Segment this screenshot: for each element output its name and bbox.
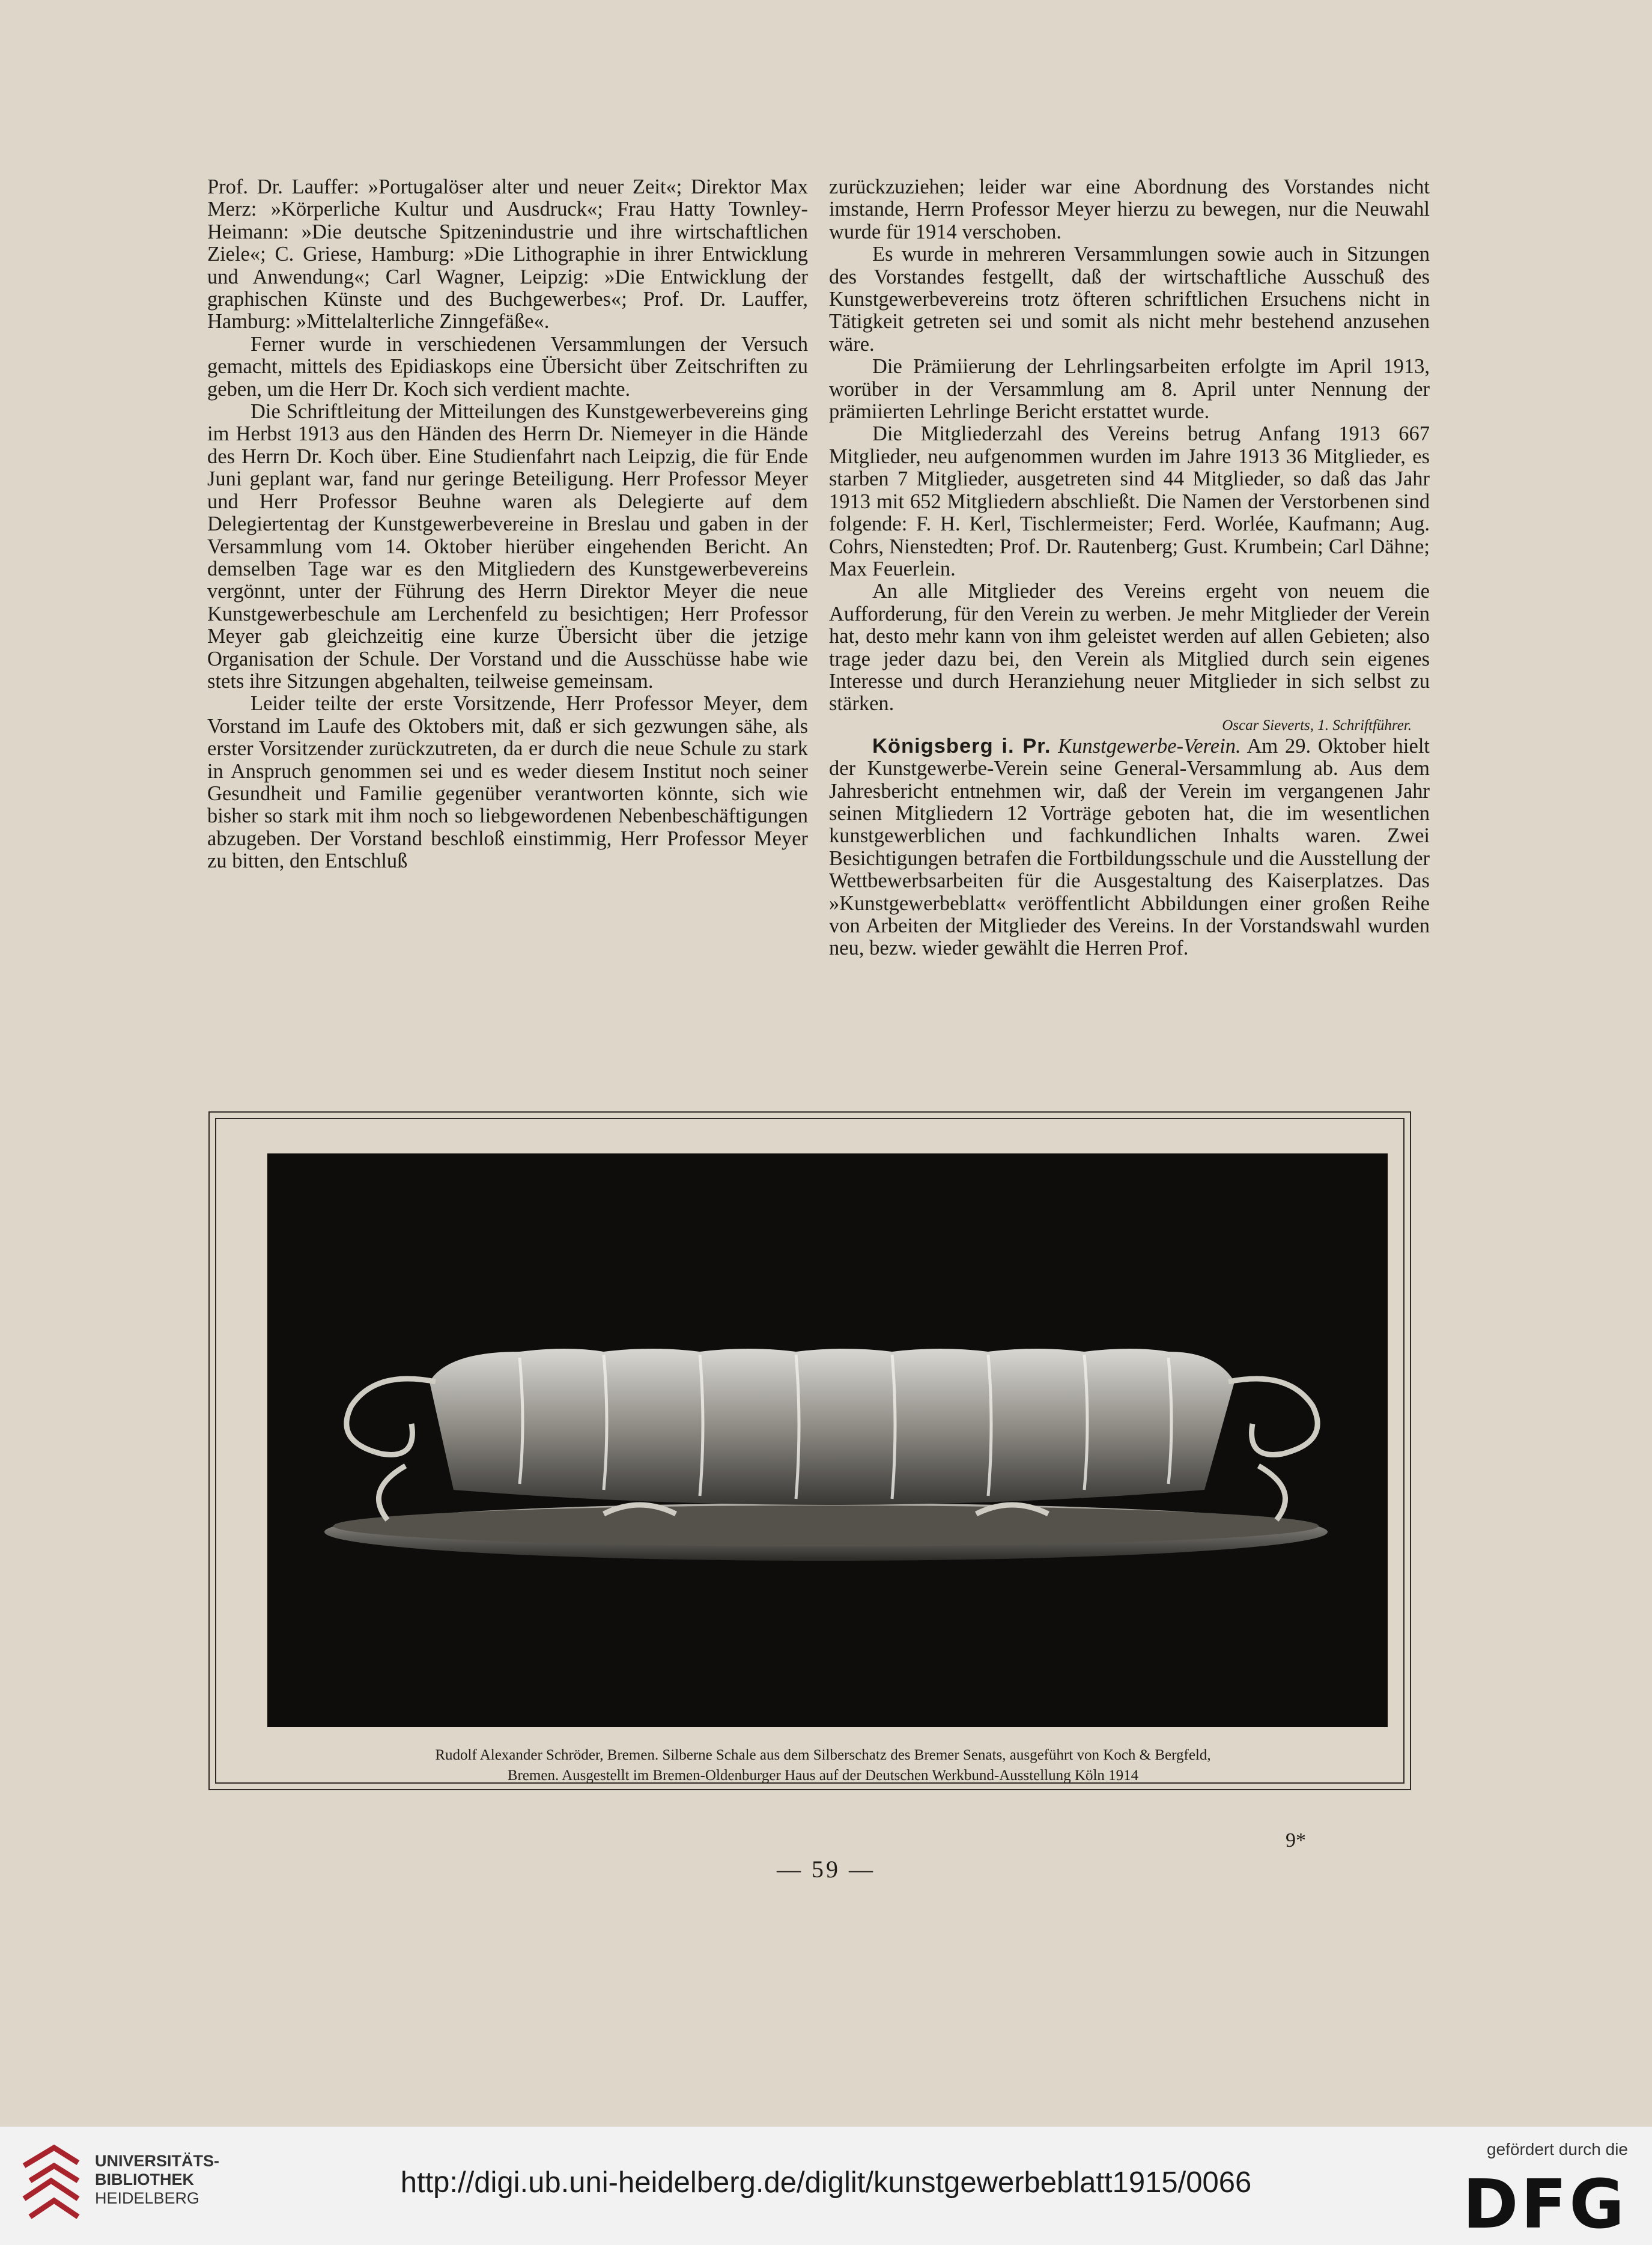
paragraph: Leider teilte der erste Vorsitzende, Herr Professor Meyer, dem Vorstand im Laufe des Oktobers mit, daß er sich gezwungen sähe, als erster Vorsitzender zurückzutreten, da er durch die neue Schule zu stark in Anspruch genommen sei und es weder diesem Institut noch seiner Gesundheit und Familie gegenüber verantworten könnte, sich wie bisher so stark mit ihm noch so liebgewordenen Nebenbeschäftigungen abzugeben. Der Vorstand beschloß einstimmig, Herr Professor Meyer zu bitten, den Entschluß xyxy=(207,692,808,873)
city-heading: Königsberg i. Pr. xyxy=(872,734,1051,758)
society-name: Kunstgewerbe-Verein. xyxy=(1058,734,1241,758)
signature: Oscar Sieverts, 1. Schriftführer. xyxy=(1222,717,1412,734)
koenigsberg-paragraph xyxy=(829,735,1430,960)
page-number: — 59 — xyxy=(777,1856,875,1883)
paragraph: Es wurde in mehreren Versammlungen sowie auch in Sitzungen des Vorstandes festgellt, daß der wirtschaftliche Ausschuß des Kunstgewerbevereins trotz öfteren schriftlichen Ersuchens nicht in Tätigkeit getreten sei und somit als nicht mehr bestehend anzusehen wäre. xyxy=(829,243,1430,356)
paragraph: Die Prämiierung der Lehrlingsarbeiten erfolgte im April 1913, worüber in der Versammlung am 8. April unter Nennung der prämiierten Lehrlinge Bericht erstattet wurde. xyxy=(829,355,1430,424)
silver-bowl-photograph xyxy=(267,1153,1388,1727)
digitization-footer xyxy=(0,2127,1652,2245)
signature-mark: 9* xyxy=(1286,1829,1306,1852)
funded-by-label: gefördert durch die xyxy=(1486,2140,1628,2158)
library-name-line: UNIVERSITÄTS- xyxy=(95,2152,220,2170)
paragraph: Prof. Dr. Lauffer: »Portugalöser alter und neuer Zeit«; Direktor Max Merz: »Körperliche Kultur und Ausdruck«; Frau Hatty Townley-Heimann: »Die deutsche Spitzenindustrie und ihre wirtschaftlichen Ziele«; C. Griese, Hamburg: »Die Lithographie in ihrer Entwicklung und Anwendung«; Carl Wagner, Leipzig: »Die Entwicklung der graphischen Künste und des Buchgewerbes«; Prof. Dr. Lauffer, Hamburg: »Mittelalterliche Zinngefäße«. xyxy=(207,175,808,333)
caption-line: Bremen. Ausgestellt im Bremen-Oldenburger Haus auf der Deutschen Werkbund-Ausstellung Köln 1914 xyxy=(507,1767,1139,1784)
left-text-column xyxy=(207,176,808,873)
paragraph: Die Mitgliederzahl des Vereins betrug Anfang 1913 667 Mitglieder, neu aufgenommen wurden im Jahre 1913 36 Mitglieder, es starben 7 Mitglieder, ausgetreten sind 44 Mitglieder, so daß das Jahr 1913 mit 652 Mitgliedern abschließt. Die Namen der Verstorbenen sind folgende: F. H. Kerl, Tischlermeister; Ferd. Worlée, Kaufmann; Aug. Cohrs, Nienstedten; Prof. Dr. Rautenberg; Gust. Krumbein; Carl Dähne; Max Feuerlein. xyxy=(829,422,1430,580)
library-name-line: HEIDELBERG xyxy=(95,2189,200,2207)
figure-caption xyxy=(258,1745,1388,1786)
dfg-logo: DFG xyxy=(1462,2166,1627,2244)
paragraph: Die Schriftleitung der Mitteilungen des Kunstgewerbevereins ging im Herbst 1913 aus den Händen des Herrn Dr. Niemeyer in die Hände des Herrn Dr. Koch über. Eine Studienfahrt nach Leipzig, die für Ende Juni geplant war, fand nur geringe Beteiligung. Herr Professor Meyer und Herr Professor Beuhne waren als Delegierte auf dem Delegiertentag der Kunstgewerbevereine in Breslau und gaben in der Versammlung vom 14. Oktober hierüber eingehenden Bericht. An demselben Tage war es den Mitgliedern des Kunstgewerbevereins vergönnt, unter der Führung des Herrn Direktor Meyer die neue Kunstgewerbeschule am Lerchenfeld zu besichtigen; Herr Professor Meyer gab gleichzeitig eine kurze Übersicht über die jetzige Organisation der Schule. Der Vorstand und die Ausschüsse habe wie stets ihre Sitzungen abgehalten, teilweise gemeinsam. xyxy=(207,400,808,693)
paragraph: Ferner wurde in verschiedenen Versammlungen der Versuch gemacht, mittels des Epidiaskops eine Übersicht über Zeitschriften zu geben, um die Herr Dr. Koch sich verdient machte. xyxy=(207,332,808,401)
paragraph-text: Am 29. Oktober hielt der Kunstgewerbe-Verein seine General-Versammlung ab. Aus dem Jahresbericht entnehmen wir, daß der Verein im vergangenen Jahr seinen Mitgliedern 12 Vorträge geboten hat, die im wesentlichen kunstgewerblichen und fachkundlichen Inhalts waren. Zwei Besichtigungen betrafen die Fortbildungsschule und die Ausstellung der Wettbewerbsarbeiten für die Ausgestaltung des Kaiserplatzes. Das »Kunstgewerbeblatt« veröffentlicht Abbildungen einer großen Reihe von Arbeiten der Mitglieder des Vereins. In der Vorstandswahl wurden neu, bezw. wieder gewählt die Herren Prof. xyxy=(829,734,1430,960)
right-text-column xyxy=(829,176,1430,960)
paragraph: An alle Mitglieder des Vereins ergeht von neuem die Aufforderung, für den Verein zu werben. Je mehr Mitglieder der Verein hat, desto mehr kann von ihm geleistet werden auf allen Gebieten; also trage jeder dazu bei, den Verein als Mitglied durch sein eigenes Interesse und durch Heranziehung neuer Mitglieder in sich selbst zu stärken. xyxy=(829,580,1430,715)
caption-line: Rudolf Alexander Schröder, Bremen. Silberne Schale aus dem Silberschatz des Bremer Senats, ausgeführt von Koch & Bergfeld, xyxy=(435,1747,1211,1763)
permalink-url[interactable]: http://digi.ub.uni-heidelberg.de/diglit/kunstgewerbeblatt1915/0066 xyxy=(400,2166,1252,2199)
library-name-line: BIBLIOTHEK xyxy=(95,2171,194,2189)
paragraph: zurückzuziehen; leider war eine Abordnung des Vorstandes nicht imstande, Herrn Professor Meyer hierzu zu bewegen, nur die Neuwahl wurde für 1914 verschoben. xyxy=(829,175,1430,243)
